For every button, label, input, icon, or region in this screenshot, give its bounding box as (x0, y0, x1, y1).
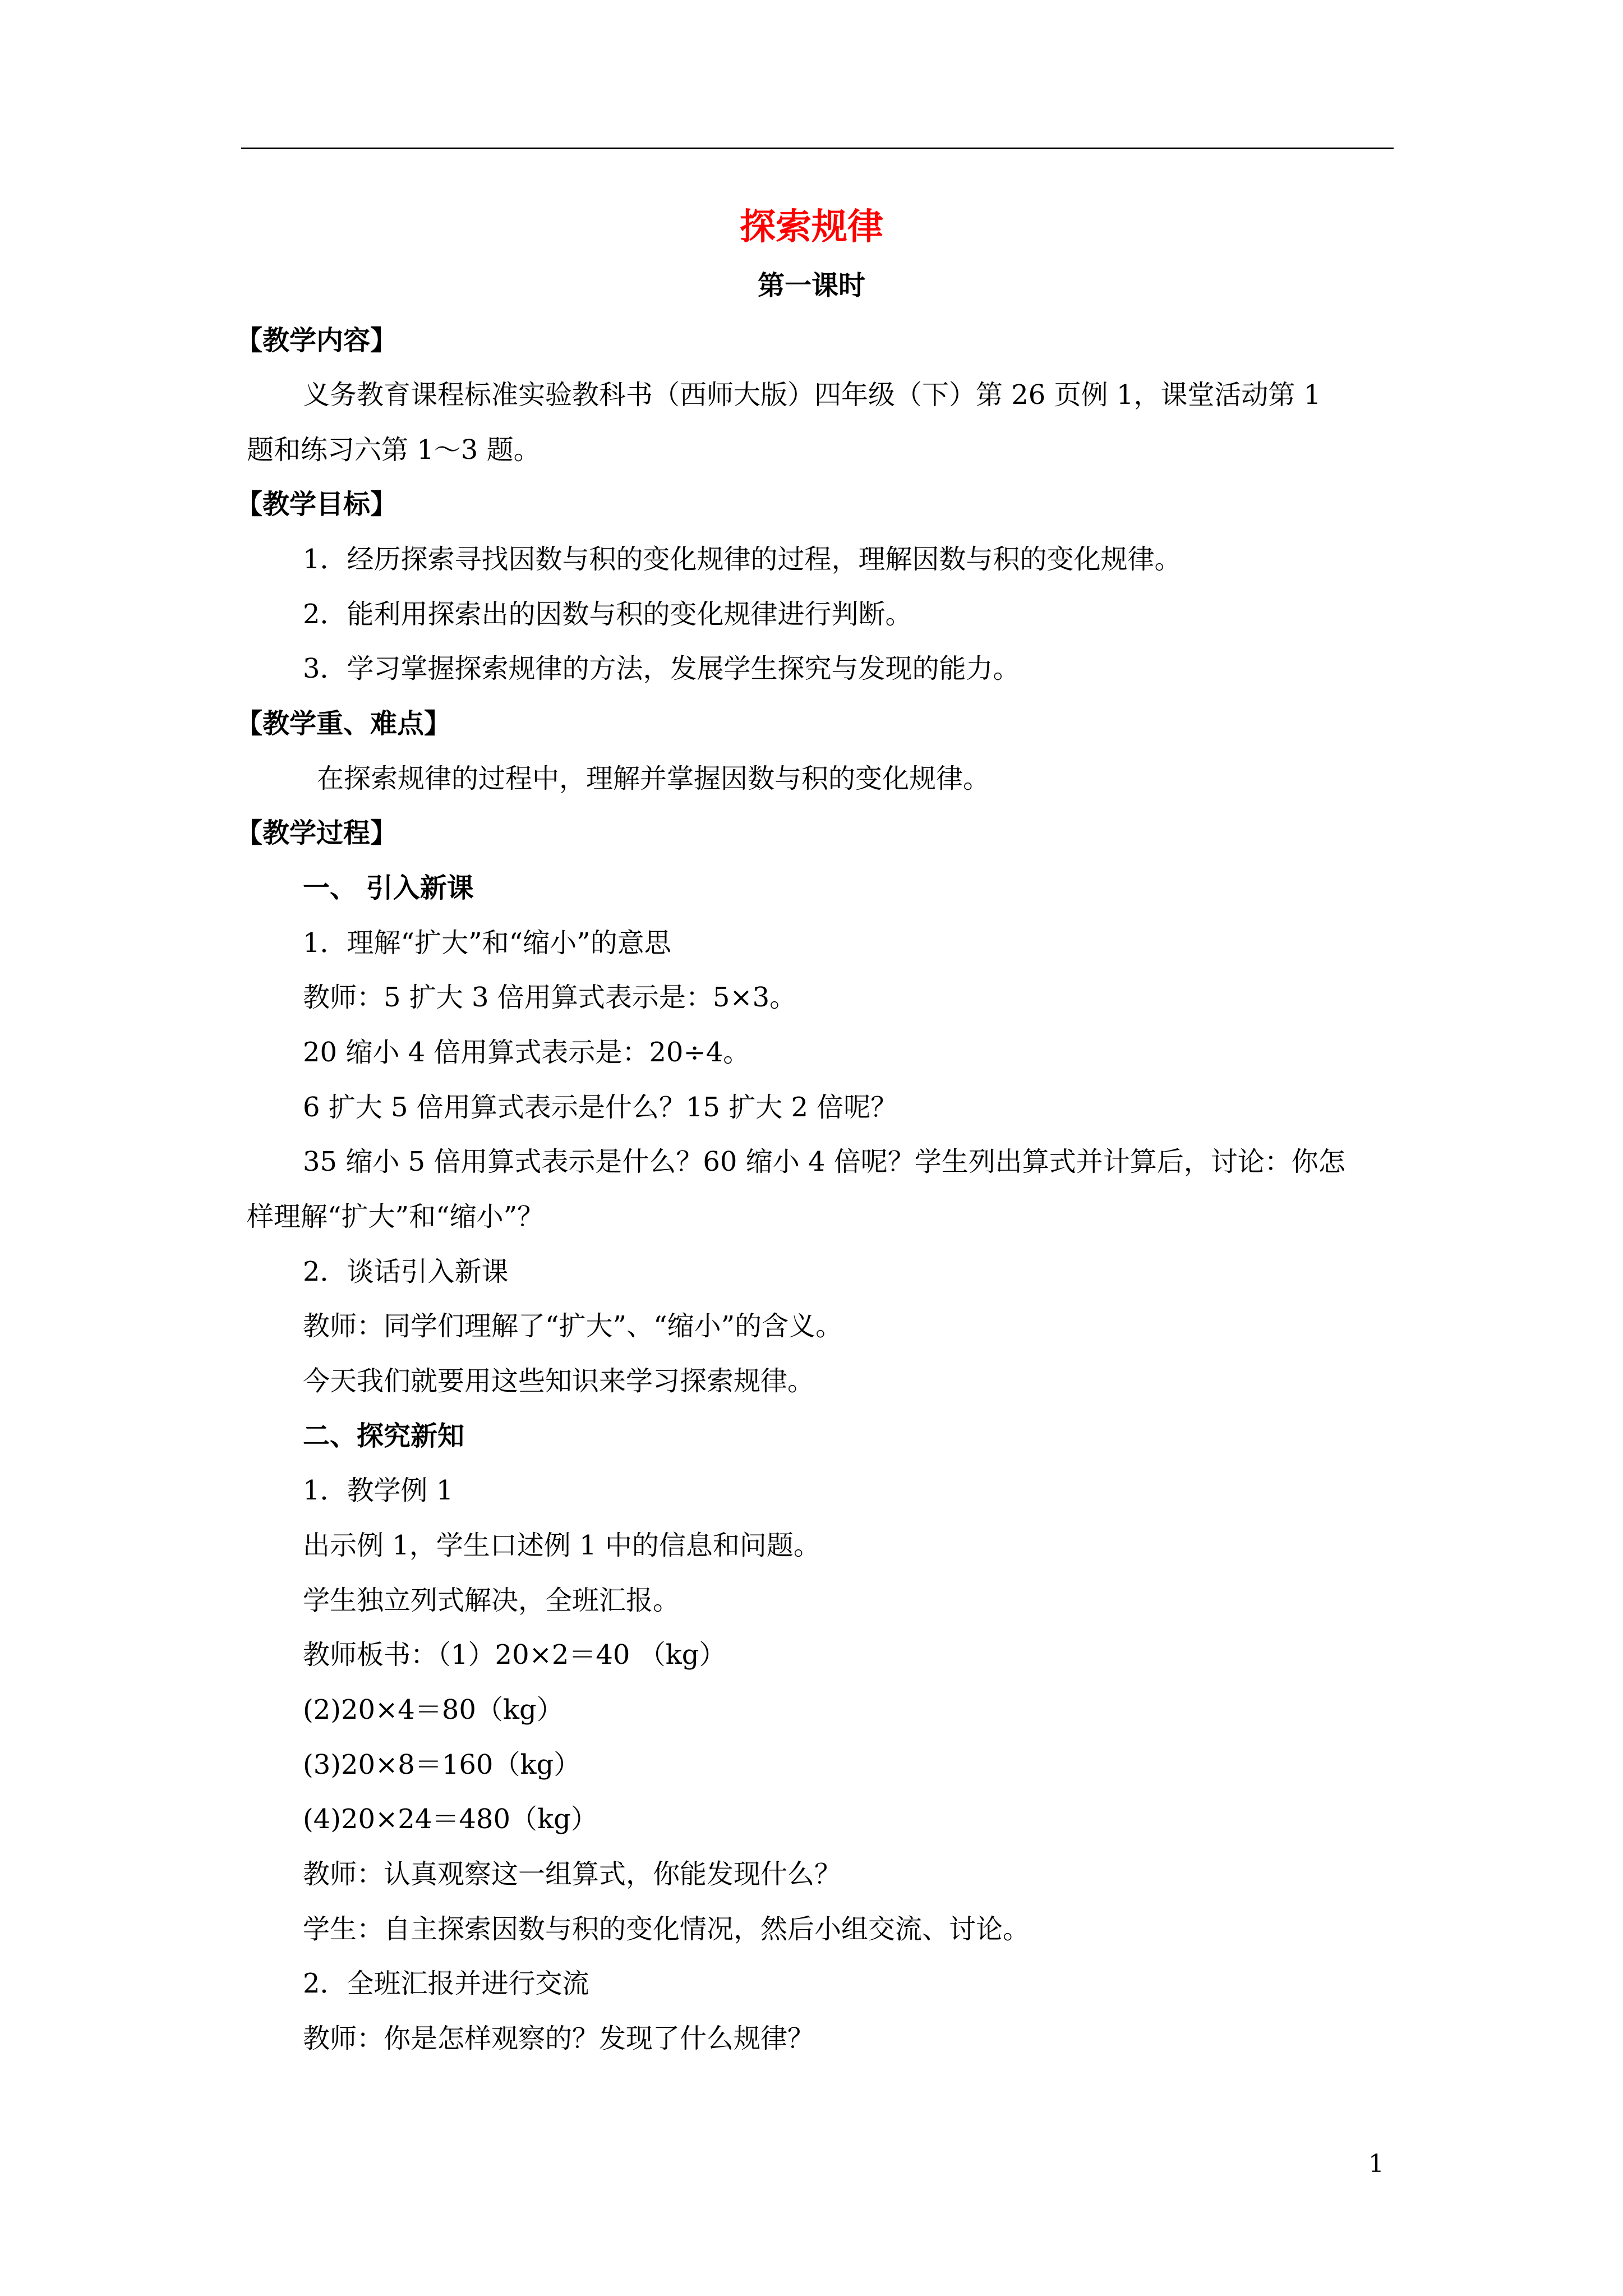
subsection-heading: 二、探究新知 (303, 1420, 465, 1452)
paragraph: 1．理解“扩大”和“缩小”的意思 (303, 927, 671, 959)
header-rule (241, 148, 1394, 149)
paragraph: 题和练习六第 1～3 题。 (247, 434, 541, 466)
paragraph: 教师：认真观察这一组算式，你能发现什么？ (303, 1858, 842, 1890)
paragraph: 在探索规律的过程中，理解并掌握因数与积的变化规律。 (317, 763, 990, 794)
paragraph: 学生独立列式解决，全班汇报。 (303, 1585, 680, 1616)
paragraph: 教师板书：（1）20×2＝40 （kg） (303, 1639, 726, 1671)
equation-line: (3)20×8＝160（kg） (303, 1749, 581, 1780)
paragraph: 教师：5 扩大 3 倍用算式表示是：5×3。 (303, 982, 797, 1013)
subsection-heading: 一、 引入新课 (303, 872, 474, 904)
paragraph: 学生：自主探索因数与积的变化情况，然后小组交流、讨论。 (303, 1913, 1030, 1945)
paragraph: 教师：同学们理解了“扩大”、“缩小”的含义。 (303, 1310, 843, 1342)
paragraph: 2．谈话引入新课 (303, 1256, 509, 1287)
paragraph: 2．全班汇报并进行交流 (303, 1968, 589, 1999)
section-heading-goals: 【教学目标】 (236, 489, 398, 520)
paragraph: 1．教学例 1 (303, 1475, 454, 1506)
paragraph: 义务教育课程标准实验教科书（西师大版）四年级（下）第 26 页例 1，课堂活动第 1 (303, 379, 1321, 411)
section-heading-process: 【教学过程】 (236, 817, 398, 849)
paragraph: 出示例 1，学生口述例 1 中的信息和问题。 (303, 1530, 820, 1561)
list-item: 1．经历探索寻找因数与积的变化规律的过程，理解因数与积的变化规律。 (303, 544, 1182, 575)
paragraph: 今天我们就要用这些知识来学习探索规律。 (303, 1365, 815, 1397)
list-item: 3．学习掌握探索规律的方法，发展学生探究与发现的能力。 (303, 653, 1020, 684)
equation-line: (2)20×4＝80（kg） (303, 1694, 564, 1726)
paragraph: 样理解“扩大”和“缩小”？ (247, 1201, 545, 1232)
section-heading-key-points: 【教学重、难点】 (236, 708, 451, 739)
paragraph: 6 扩大 5 倍用算式表示是什么？15 扩大 2 倍呢？ (303, 1092, 898, 1123)
list-item: 2．能利用探索出的因数与积的变化规律进行判断。 (303, 599, 912, 630)
paragraph: 35 缩小 5 倍用算式表示是什么？60 缩小 4 倍呢？学生列出算式并计算后，讨论：你怎 (303, 1146, 1345, 1177)
document-subtitle: 第一课时 (757, 270, 865, 301)
paragraph: 教师：你是怎样观察的？发现了什么规律？ (303, 2023, 815, 2054)
document-title: 探索规律 (740, 206, 883, 248)
paragraph: 20 缩小 4 倍用算式表示是：20÷4。 (303, 1037, 750, 1068)
page-number: 1 (1368, 2150, 1384, 2178)
section-heading-content: 【教学内容】 (236, 325, 398, 356)
equation-line: (4)20×24＝480（kg） (303, 1803, 598, 1835)
